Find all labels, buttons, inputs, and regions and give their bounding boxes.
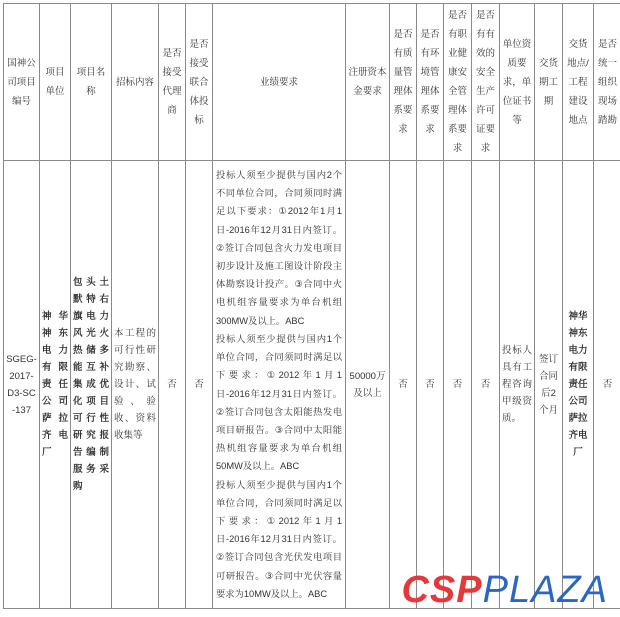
csp-plaza-watermark-logo (401, 571, 608, 609)
cell-accept-agent: 否 (159, 161, 186, 609)
header-delivery-place: 交货地点/工程建设地点 (563, 4, 594, 161)
header-environment-system: 是否有环境管理体系要求 (417, 4, 444, 161)
cell-accept-consortium: 否 (186, 161, 213, 609)
cell-project-name: 包头土默特右旗电力风光火热储多能互补集成优化项目可行性研究报告编制服务采购 (71, 161, 112, 609)
header-performance: 业绩要求 (213, 4, 346, 161)
cell-project-code: SGEG-2017-D3-SC-137 (4, 161, 40, 609)
cell-tender-content: 本工程的可行性研究勘察、设计、试验、验收、资料收集等 (112, 161, 159, 609)
header-capital: 注册资本金要求 (346, 4, 390, 161)
cell-quality-system: 否 (390, 161, 417, 609)
performance-requirement-solar-thermal: 投标人须至少提供与国内1个单位合同，合同须同时满足以下要求：①2012年1月1日-2016年12月31日内签订。②签订合同包含太阳能热发电项目研报告。③合同中太阳能热机组容量要求为单台机组50MW及以上。ABC (216, 333, 342, 472)
header-accept-agent: 是否接受代理商 (159, 4, 186, 161)
header-row (4, 4, 620, 161)
header-project-code: 国神公司项目编号 (4, 4, 40, 161)
performance-requirement-photovoltaic: 投标人须至少提供与国内1个单位合同，合同须同时满足以下要求：①2012年1月1日-2016年12月31日内签订。②签订合同包含光伏发电项目可研报告。③合同中光伏容量要求为10MW及以上。ABC (216, 479, 342, 599)
cell-delivery-period: 签订合同后2个月 (535, 161, 563, 609)
performance-requirement-thermal: 投标人须至少提供与国内2个不同单位合同，合同须同时满足以下要求：①2012年1月1日-2016年12月31日内签订。②签订合同包含火力发电项目初步设计及施工图设计阶段主体勘察设计投产。③合同中火电机组容量要求为单台机组300MW及以上。ABC (216, 170, 342, 326)
cell-capital: 50000万及以上 (346, 161, 390, 609)
cell-performance (213, 161, 346, 609)
header-site-survey: 是否统一组织现场踏勘 (594, 4, 620, 161)
cell-qualification: 投标人具有工程咨询甲级资质。 (500, 161, 535, 609)
table-row (4, 161, 620, 609)
cell-safety-license: 否 (472, 161, 500, 609)
cell-delivery-place: 神华神东电力有限责任公司萨拉齐电厂 (563, 161, 594, 609)
cell-project-unit: 神华神东电力有限责任公司萨拉齐电厂 (40, 161, 71, 609)
cell-environment-system: 否 (417, 161, 444, 609)
cell-site-survey: 否 (594, 161, 620, 609)
header-project-unit: 项目单位 (40, 4, 71, 161)
header-safety-license: 是否有有效的安全生产许可证要求 (472, 4, 500, 161)
header-tender-content: 招标内容 (112, 4, 159, 161)
watermark-csp-text: CSP (401, 569, 483, 611)
tender-requirements-table (3, 3, 620, 609)
header-project-name: 项目名称 (71, 4, 112, 161)
header-delivery-period: 交货期工期 (535, 4, 563, 161)
header-quality-system: 是否有质量管理体系要求 (390, 4, 417, 161)
header-accept-consortium: 是否接受联合体投标 (186, 4, 213, 161)
header-qualification: 单位资质要求，单位证书等 (500, 4, 535, 161)
header-health-safety-system: 是否有职业健康安全管理体系要求 (444, 4, 472, 161)
cell-health-safety-system: 否 (444, 161, 472, 609)
watermark-plaza-text: PLAZA (482, 569, 608, 611)
